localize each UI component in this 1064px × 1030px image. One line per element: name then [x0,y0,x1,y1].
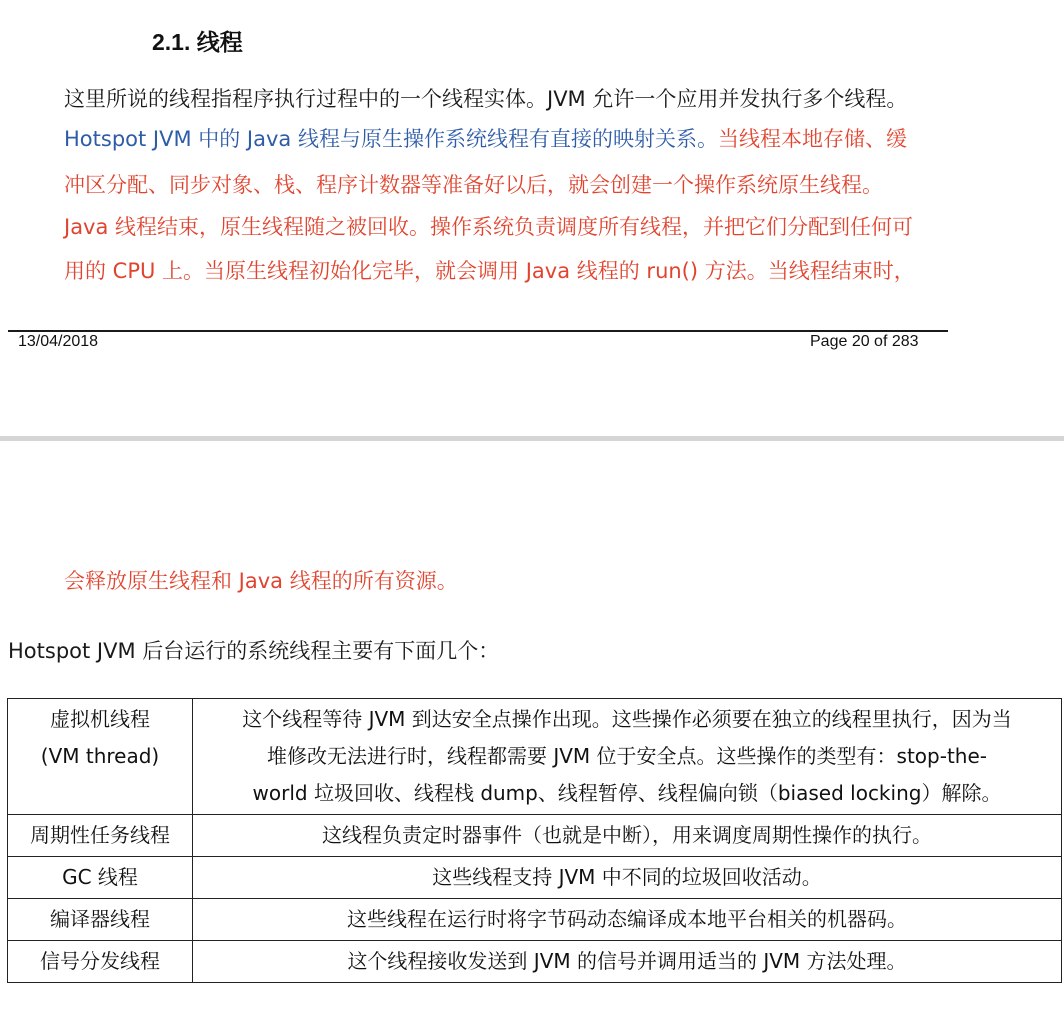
thread-name-cell [8,699,193,815]
thread-name-cell: 周期性任务线程 [8,815,193,857]
thread-description-line: 这个线程等待 JVM 到达安全点操作出现。这些操作必须要在独立的线程里执行，因为当 [242,707,1012,731]
table-row [8,699,1062,815]
thread-description-cell: 这线程负责定时器事件（也就是中断），用来调度周期性操作的执行。 [193,815,1062,857]
table-row [8,815,1062,857]
paragraph-line-1: 这里所说的线程指程序执行过程中的一个线程实体。JVM 允许一个应用并发执行多个线程。 [64,87,908,111]
paragraph-line-2 [64,124,964,154]
native-thread-sentence-start: 当线程本地存储、缓 [717,127,907,151]
continuation-line: 会释放原生线程和 Java 线程的所有资源。 [64,569,458,593]
thread-description-cell: 这些线程在运行时将字节码动态编译成本地平台相关的机器码。 [193,899,1062,941]
footer-date: 13/04/2018 [18,333,99,350]
system-threads-table [7,698,1062,983]
thread-description-cell: 这些线程支持 JVM 中不同的垃圾回收活动。 [193,857,1062,899]
thread-description-line: world 垃圾回收、线程栈 dump、线程暂停、线程偏向锁（biased locking）解除。 [252,781,1002,805]
thread-name: 虚拟机线程 [50,707,150,731]
table-row [8,941,1062,983]
footer-page-number: Page 20 of 283 [810,333,919,350]
footer-divider [8,330,948,332]
thread-description-cell: 这个线程接收发送到 JVM 的信号并调用适当的 JVM 方法处理。 [193,941,1062,983]
section-heading: 2.1. 线程 [152,29,243,55]
paragraph-line-4: Java 线程结束，原生线程随之被回收。操作系统负责调度所有线程，并把它们分配到任何可 [64,215,914,239]
thread-name-cell: 信号分发线程 [8,941,193,983]
paragraph-line-5: 用的 CPU 上。当原生线程初始化完毕，就会调用 Java 线程的 run() 方法。当线程结束时， [64,259,915,283]
system-threads-intro: Hotspot JVM 后台运行的系统线程主要有下面几个： [8,639,500,663]
mapping-sentence: Hotspot JVM 中的 Java 线程与原生操作系统线程有直接的映射关系。 [64,127,718,151]
paragraph-line-3: 冲区分配、同步对象、栈、程序计数器等准备好以后，就会创建一个操作系统原生线程。 [64,173,883,197]
thread-description-line: 堆修改无法进行时，线程都需要 JVM 位于安全点。这些操作的类型有：stop-the- [267,744,987,768]
table-row [8,899,1062,941]
thread-name-cell: GC 线程 [8,857,193,899]
page-separator [0,436,1064,441]
thread-description-cell [193,699,1062,815]
thread-name-cell: 编译器线程 [8,899,193,941]
thread-name-english: (VM thread) [40,744,160,768]
table-row [8,857,1062,899]
